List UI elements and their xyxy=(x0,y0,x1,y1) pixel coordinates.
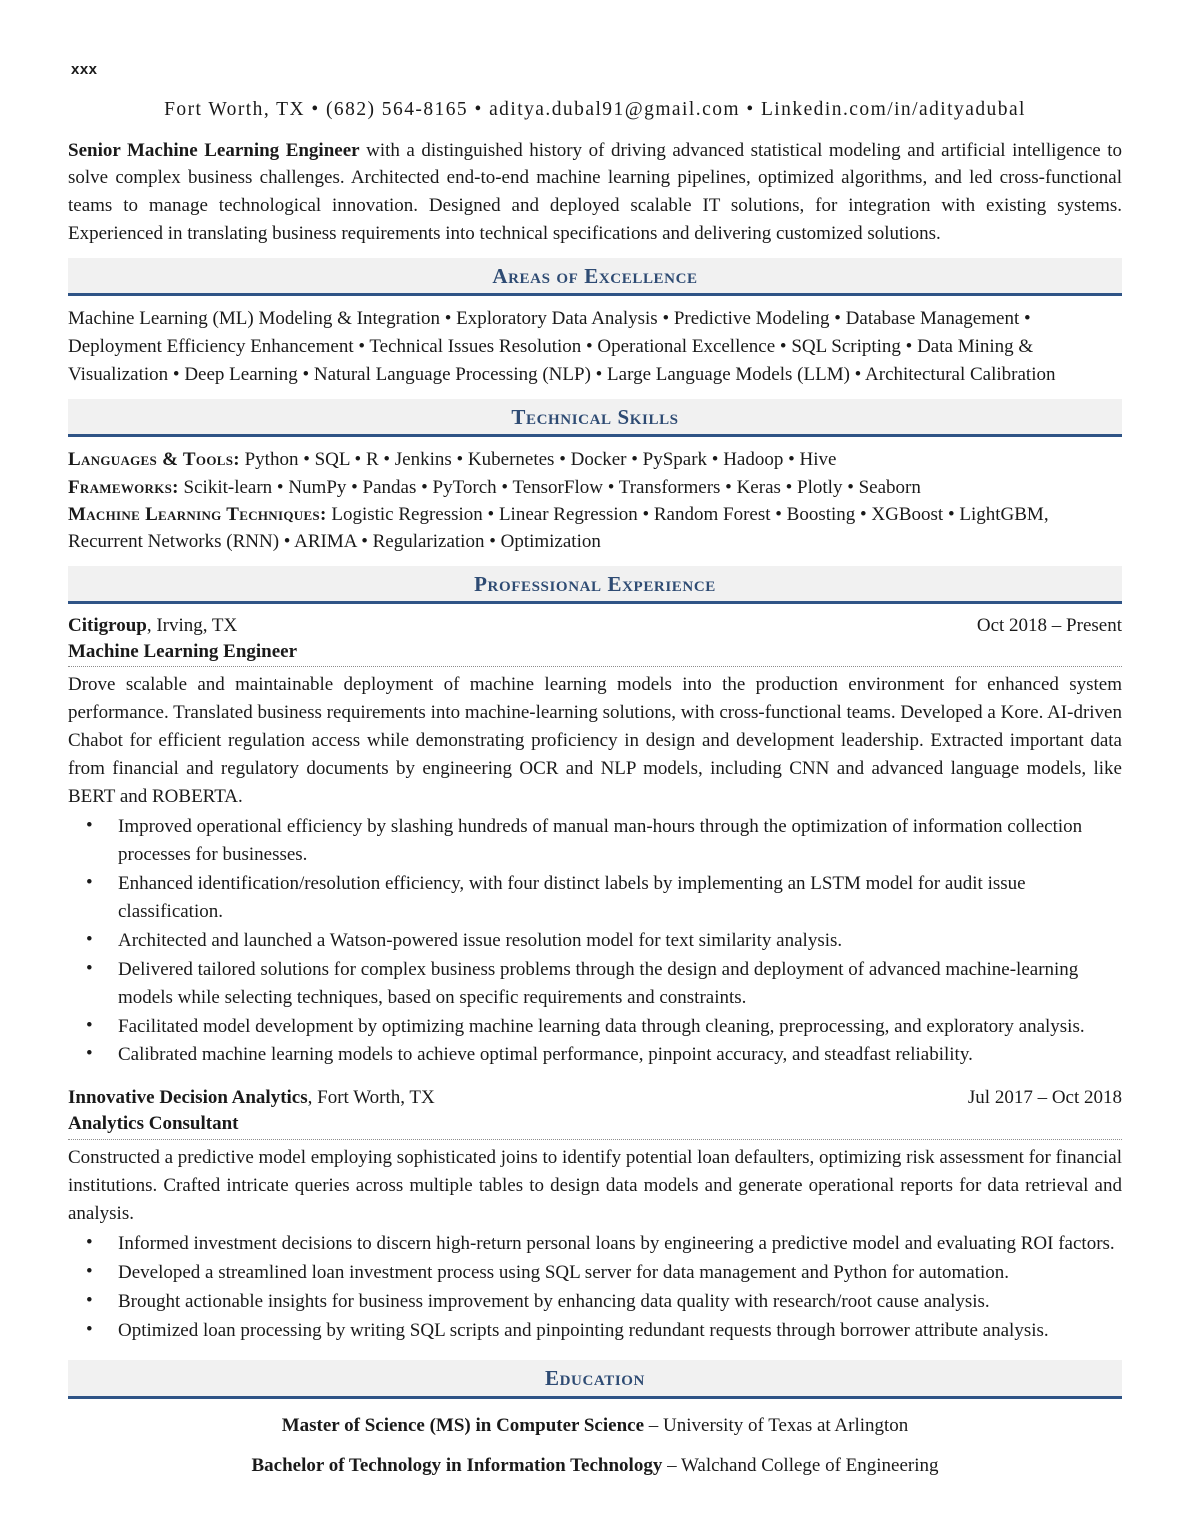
summary-body: with a distinguished history of driving advanced statistical modeling and artificial intelligence to solve complex business challenges. Architected end-to-end machine learning pipelines, optimized algorithms, and led cross-functional teams to manage technological innovation. Designed and deployed scalable IT solutions, for integration with existing systems. Experienced in translating business requirements into technical specifications and delivering customized solutions. xyxy=(68,139,1122,245)
skill-row-ml-techniques xyxy=(68,501,1122,556)
section-title-text: Areas of Excellence xyxy=(492,264,698,289)
skill-label: Languages & Tools: xyxy=(68,449,240,471)
education-degree: Master of Science (MS) in Computer Science xyxy=(281,1414,645,1436)
job-company: Citigroup xyxy=(68,614,147,636)
list-item: • Delivered tailored solutions for complex business problems through the design and deployment of advanced machine-learning models while selecting techniques, based on specific requirements and constraints. xyxy=(68,956,1122,1012)
job-title: Machine Learning Engineer xyxy=(68,640,298,662)
job-location: , Fort Worth, TX xyxy=(307,1087,435,1109)
job-divider xyxy=(68,1139,1122,1140)
job-header-row xyxy=(68,1085,1122,1111)
candidate-name: xxx xyxy=(71,61,98,78)
job-company-location xyxy=(68,1085,435,1111)
job-company-location xyxy=(68,613,237,639)
section-header-areas-of-excellence xyxy=(68,258,1122,296)
job-bullet-list xyxy=(68,813,1122,1069)
list-item: • Architected and launched a Watson-powered issue resolution model for text similarity analysis. xyxy=(68,927,1122,955)
professional-summary xyxy=(68,137,1122,249)
job-title: Analytics Consultant xyxy=(68,1113,239,1135)
list-item: • Optimized loan processing by writing SQL scripts and pinpointing redundant requests through borrower attribute analysis. xyxy=(68,1317,1122,1345)
job-bullet-list xyxy=(68,1230,1122,1345)
education-entry xyxy=(68,1453,1122,1480)
education-school: Walchand College of Engineering xyxy=(681,1455,939,1477)
section-header-professional-experience xyxy=(68,566,1122,604)
contact-line: Fort Worth, TX • (682) 564-8165 • aditya.dubal91@gmail.com • Linkedin.com/in/adityadubal xyxy=(164,98,1026,120)
job-header-row xyxy=(68,613,1122,639)
list-item: • Calibrated machine learning models to achieve optimal performance, pinpoint accuracy, and steadfast reliability. xyxy=(68,1041,1122,1069)
areas-of-excellence-text: Machine Learning (ML) Modeling & Integration • Exploratory Data Analysis • Predictive Modeling • Database Management • Deployment Efficiency Enhancement • Technical Issues Resolution • Operational Excellence • SQL Scripting • Data Mining & Visualization • Deep Learning • Natural Language Processing (NLP) • Large Language Models (LLM) • Architectural Calibration xyxy=(68,308,1056,386)
list-item: • Informed investment decisions to discern high-return personal loans by engineering a predictive model and evaluating ROI factors. xyxy=(68,1230,1122,1258)
skill-values: Scikit-learn • NumPy • Pandas • PyTorch • TensorFlow • Transformers • Keras • Plotly • Seaborn xyxy=(178,476,921,498)
education-school: University of Texas at Arlington xyxy=(663,1414,909,1436)
experience-entry xyxy=(68,1085,1122,1344)
experience-entry xyxy=(68,613,1122,1070)
list-item: • Enhanced identification/resolution efficiency, with four distinct labels by implementing an LSTM model for audit issue classification. xyxy=(68,870,1122,926)
list-item: • Improved operational efficiency by slashing hundreds of manual man-hours through the optimization of information collection processes for businesses. xyxy=(68,813,1122,869)
skill-values: Logistic Regression • Linear Regression • Random Forest • Boosting • XGBoost • LightGBM, Recurrent Networks (RNN) • ARIMA • Regularization • Optimization xyxy=(68,503,1049,553)
job-location: , Irving, TX xyxy=(146,614,238,636)
job-divider xyxy=(68,666,1122,667)
job-description: Drove scalable and maintainable deployment of machine learning models into the production environment for enhanced system performance. Translated business requirements into machine-learning solutions, with cross-functional teams. Developed a Kore. AI-driven Chabot for efficient regulation access while demonstrating proficiency in design and development leadership. Extracted important data from financial and regulatory documents by engineering OCR and NLP models, including CNN and advanced language models, like BERT and ROBERTA. xyxy=(68,674,1122,808)
education-separator: – xyxy=(644,1414,664,1436)
job-dates: Jul 2017 – Oct 2018 xyxy=(967,1087,1122,1109)
section-header-education xyxy=(68,1360,1122,1398)
job-company: Innovative Decision Analytics xyxy=(68,1087,308,1109)
section-title-text: Technical Skills xyxy=(511,405,679,430)
section-header-technical-skills xyxy=(68,399,1122,437)
education-degree: Bachelor of Technology in Information Technology xyxy=(251,1455,663,1477)
summary-lead-title: Senior Machine Learning Engineer xyxy=(68,139,360,161)
list-item: • Facilitated model development by optimizing machine learning data through cleaning, preprocessing, and exploratory analysis. xyxy=(68,1013,1122,1041)
section-title-text: Professional Experience xyxy=(474,571,716,596)
skill-label: Frameworks: xyxy=(68,476,179,498)
skill-label: Machine Learning Techniques: xyxy=(68,503,327,525)
skill-row-languages-tools xyxy=(68,446,1122,473)
section-title-text: Education xyxy=(545,1366,645,1391)
skill-row-frameworks xyxy=(68,474,1122,501)
job-description: Constructed a predictive model employing sophisticated joins to identify potential loan defaulters, optimizing risk assessment for financial institutions. Crafted intricate queries across multiple tables to design data models and generate operational reports for data retrieval and analysis. xyxy=(68,1147,1122,1224)
education-entry xyxy=(68,1413,1122,1440)
education-separator: – xyxy=(662,1455,681,1477)
job-dates: Oct 2018 – Present xyxy=(976,614,1122,636)
list-item: • Brought actionable insights for business improvement by enhancing data quality with research/root cause analysis. xyxy=(68,1288,1122,1316)
list-item: • Developed a streamlined loan investment process using SQL server for data management and Python for automation. xyxy=(68,1259,1122,1287)
skill-values: Python • SQL • R • Jenkins • Kubernetes • Docker • PySpark • Hadoop • Hive xyxy=(239,449,837,471)
